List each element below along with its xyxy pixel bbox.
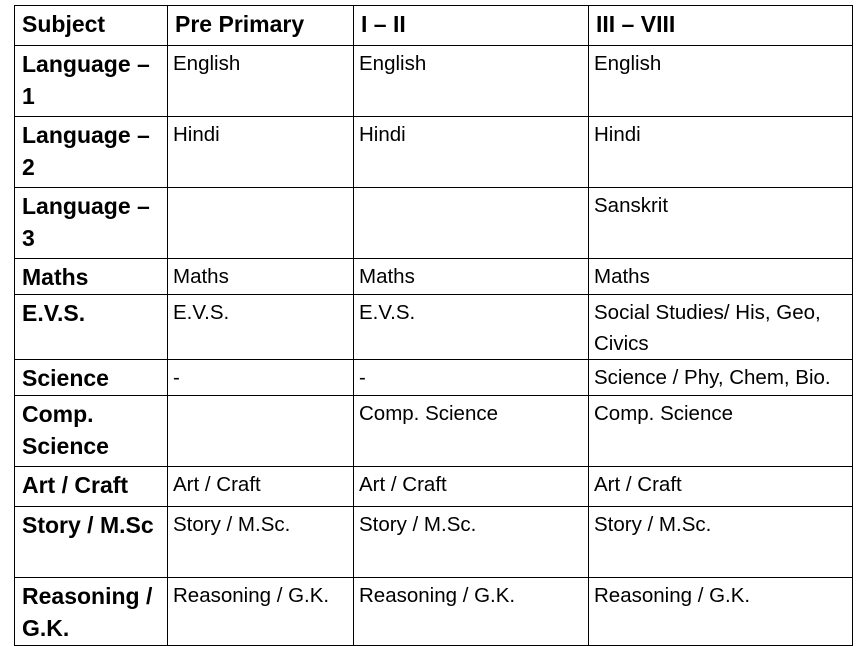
header-row bbox=[15, 6, 853, 46]
i-ii-cell: E.V.S. bbox=[354, 295, 589, 360]
header-pre-primary: Pre Primary bbox=[168, 6, 354, 46]
pre-primary-cell: Reasoning / G.K. bbox=[168, 578, 354, 646]
iii-viii-cell: Story / M.Sc. bbox=[589, 507, 853, 578]
table-row bbox=[15, 188, 853, 259]
i-ii-cell: Art / Craft bbox=[354, 467, 589, 507]
table-row bbox=[15, 507, 853, 578]
pre-primary-cell: English bbox=[168, 46, 354, 117]
i-ii-cell: - bbox=[354, 360, 589, 396]
subject-cell: Reasoning / G.K. bbox=[15, 578, 168, 646]
iii-viii-cell: Art / Craft bbox=[589, 467, 853, 507]
subject-cell: Maths bbox=[15, 259, 168, 295]
header-subject: Subject bbox=[15, 6, 168, 46]
pre-primary-cell bbox=[168, 188, 354, 259]
iii-viii-cell: Maths bbox=[589, 259, 853, 295]
subject-cell: Language – 3 bbox=[15, 188, 168, 259]
i-ii-cell: English bbox=[354, 46, 589, 117]
iii-viii-cell: Science / Phy, Chem, Bio. bbox=[589, 360, 853, 396]
pre-primary-cell bbox=[168, 396, 354, 467]
i-ii-cell bbox=[354, 188, 589, 259]
pre-primary-cell: Story / M.Sc. bbox=[168, 507, 354, 578]
table-row bbox=[15, 295, 853, 360]
i-ii-cell: Reasoning / G.K. bbox=[354, 578, 589, 646]
iii-viii-cell: Comp. Science bbox=[589, 396, 853, 467]
pre-primary-cell: Maths bbox=[168, 259, 354, 295]
table-row bbox=[15, 360, 853, 396]
subject-cell: Language – 2 bbox=[15, 117, 168, 188]
subject-cell: Story / M.Sc bbox=[15, 507, 168, 578]
subject-cell: Language – 1 bbox=[15, 46, 168, 117]
subject-cell: Science bbox=[15, 360, 168, 396]
iii-viii-cell: Reasoning / G.K. bbox=[589, 578, 853, 646]
iii-viii-cell: English bbox=[589, 46, 853, 117]
subject-cell: Comp. Science bbox=[15, 396, 168, 467]
pre-primary-cell: Art / Craft bbox=[168, 467, 354, 507]
pre-primary-cell: - bbox=[168, 360, 354, 396]
i-ii-cell: Story / M.Sc. bbox=[354, 507, 589, 578]
subject-cell: E.V.S. bbox=[15, 295, 168, 360]
table-row bbox=[15, 396, 853, 467]
table-row bbox=[15, 46, 853, 117]
table-row bbox=[15, 467, 853, 507]
pre-primary-cell: Hindi bbox=[168, 117, 354, 188]
curriculum-table bbox=[14, 5, 853, 646]
iii-viii-cell: Social Studies/ His, Geo, Civics bbox=[589, 295, 853, 360]
table-row bbox=[15, 259, 853, 295]
header-i-ii: I – II bbox=[354, 6, 589, 46]
header-iii-viii: III – VIII bbox=[589, 6, 853, 46]
iii-viii-cell: Sanskrit bbox=[589, 188, 853, 259]
i-ii-cell: Hindi bbox=[354, 117, 589, 188]
i-ii-cell: Maths bbox=[354, 259, 589, 295]
i-ii-cell: Comp. Science bbox=[354, 396, 589, 467]
iii-viii-cell: Hindi bbox=[589, 117, 853, 188]
subject-cell: Art / Craft bbox=[15, 467, 168, 507]
pre-primary-cell: E.V.S. bbox=[168, 295, 354, 360]
table-row bbox=[15, 578, 853, 646]
table-row bbox=[15, 117, 853, 188]
